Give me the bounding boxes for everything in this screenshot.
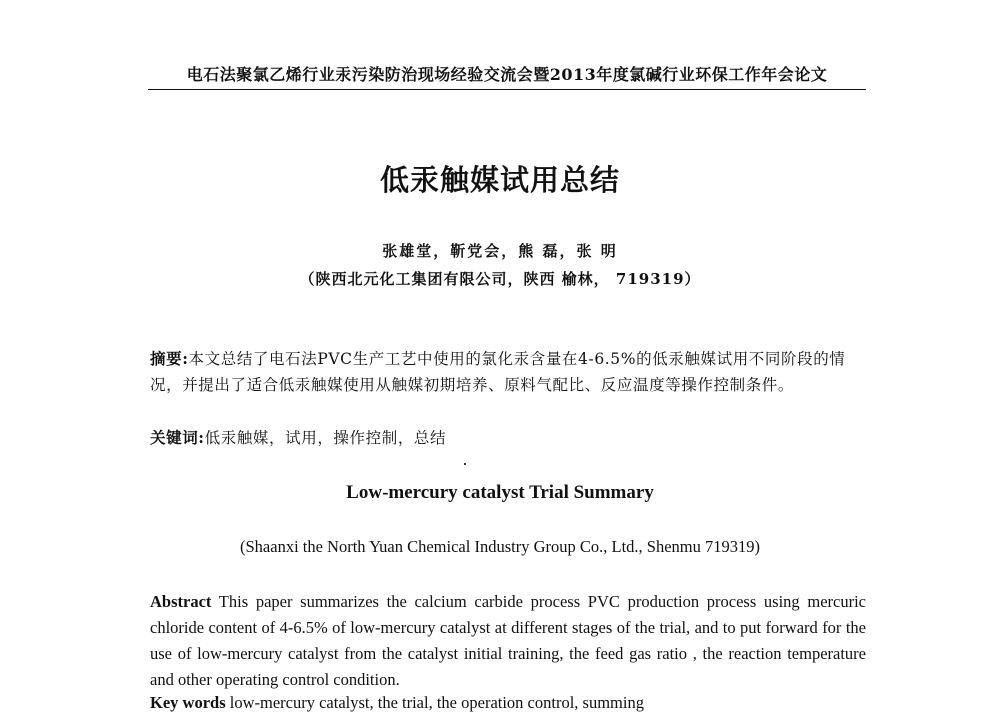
chinese-keywords-label: 关键词: <box>150 428 205 447</box>
english-keywords-text: low-mercury catalyst, the trial, the operation control, summing <box>229 693 644 712</box>
chinese-authors: 张雄堂，靳党会，熊 磊，张 明 <box>382 242 618 260</box>
header-rule <box>148 89 866 90</box>
stray-mark <box>464 463 466 465</box>
chinese-affiliation: （陕西北元化工集团有限公司，陕西 榆林， 719319） <box>299 270 701 288</box>
chinese-keywords-text: 低汞触媒，试用，操作控制，总结 <box>204 429 447 447</box>
chinese-abstract <box>150 346 866 398</box>
english-affiliation: (Shaanxi the North Yuan Chemical Industry Group Co., Ltd., Shenmu 719319) <box>240 537 760 556</box>
english-title: Low-mercury catalyst Trial Summary <box>346 482 654 503</box>
english-abstract <box>150 589 866 693</box>
english-keywords-label: Key words <box>150 693 226 712</box>
english-abstract-text: This paper summarizes the calcium carbide process PVC production process using mercuric chloride content of 4-6.5% of low-mercury catalyst at different stages of the trial, and to put forward for the use of low-mercury catalyst from the catalyst initial training, the feed gas ratio , the reaction temperature and other operating control condition. <box>150 592 866 689</box>
chinese-title: 低汞触媒试用总结 <box>379 163 620 197</box>
chinese-abstract-label: 摘要: <box>150 349 189 368</box>
running-header: 电石法聚氯乙烯行业汞污染防治现场经验交流会暨2013年度氯碱行业环保工作年会论文 <box>186 65 828 84</box>
chinese-keywords <box>150 426 866 448</box>
english-abstract-label: Abstract <box>150 592 212 611</box>
english-keywords <box>150 693 866 713</box>
chinese-abstract-text: 本文总结了电石法PVC生产工艺中使用的氯化汞含量在4-6.5%的低汞触媒试用不同阶段的情况，并提出了适合低汞触媒使用从触媒初期培养、原料气配比、反应温度等操作控制条件。 <box>150 350 846 394</box>
